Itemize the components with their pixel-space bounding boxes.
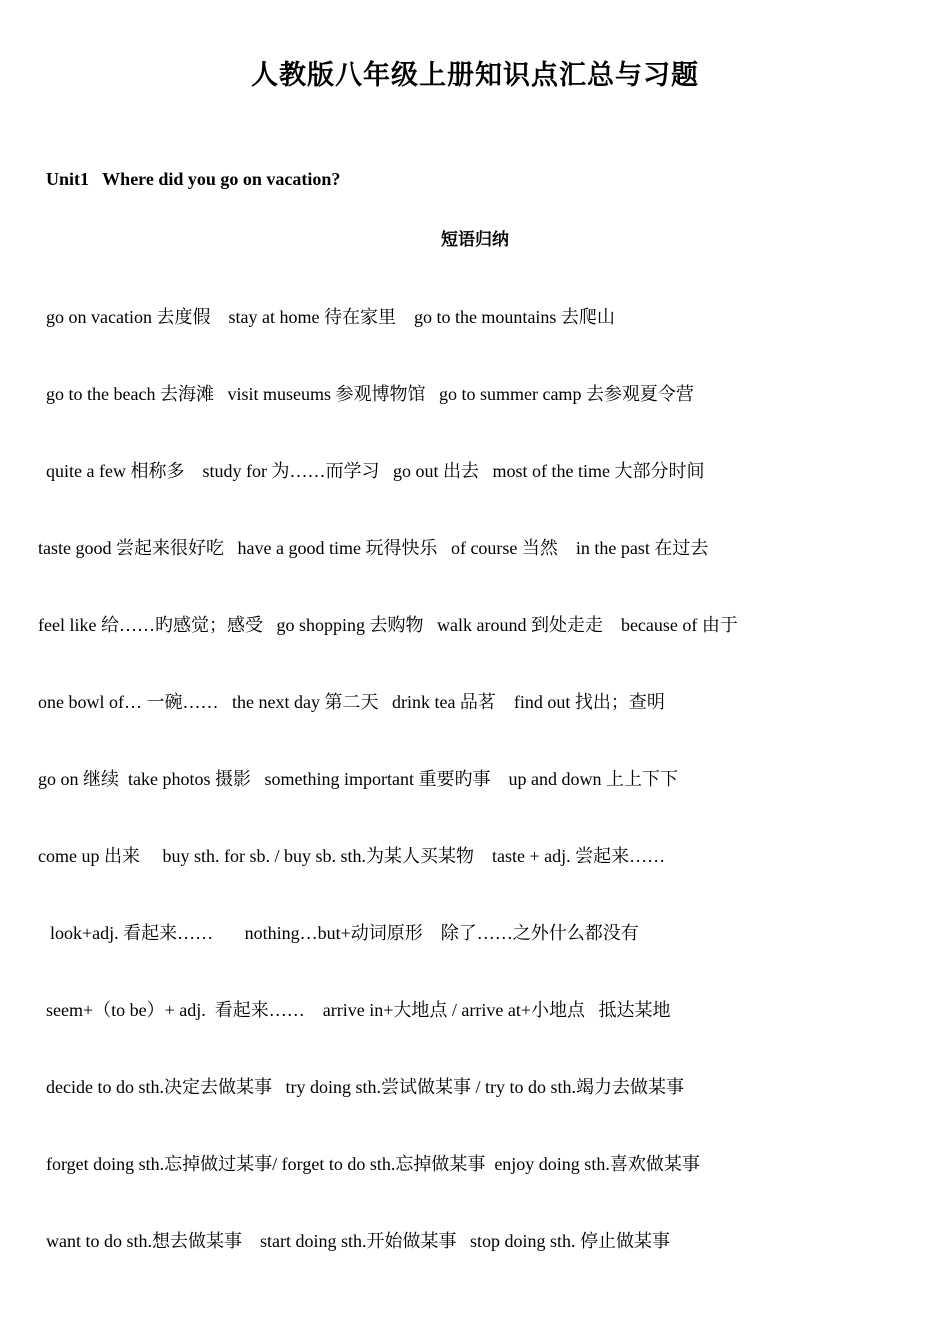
phrase-line: seem+（to be）+ adj. 看起来…… arrive in+大地点 / arrive at+小地点 抵达某地 [46,1000,671,1020]
unit-heading: Unit1 Where did you go on vacation? [46,169,341,189]
phrase-line: want to do sth.想去做某事 start doing sth.开始做某事 stop doing sth. 停止做某事 [46,1231,671,1251]
phrase-line: come up 出来 buy sth. for sb. / buy sb. sth.为某人买某物 taste + adj. 尝起来…… [38,846,666,866]
section-heading: 短语归纳 [441,230,509,250]
phrase-line: go on vacation 去度假 stay at home 待在家里 go to the mountains 去爬山 [46,307,615,327]
phrase-line: look+adj. 看起来…… nothing…but+动词原形 除了……之外什么都没有 [50,923,639,943]
phrase-line: decide to do sth.决定去做某事 try doing sth.尝试做某事 / try to do sth.竭力去做某事 [46,1077,684,1097]
phrase-line: feel like 给……旳感觉；感受 go shopping 去购物 walk around 到处走走 because of 由于 [38,615,738,635]
phrase-line: go to the beach 去海滩 visit museums 参观博物馆 go to summer camp 去参观夏令营 [46,384,694,404]
phrase-line: quite a few 相称多 study for 为……而学习 go out 出去 most of the time 大部分时间 [46,461,705,481]
document-title: 人教版八年级上册知识点汇总与习题 [251,60,699,91]
phrase-line: forget doing sth.忘掉做过某事/ forget to do sth.忘掉做某事 enjoy doing sth.喜欢做某事 [46,1154,700,1174]
phrase-line: go on 继续 take photos 摄影 something important 重要旳事 up and down 上上下下 [38,769,678,789]
phrase-line: taste good 尝起来很好吃 have a good time 玩得快乐 of course 当然 in the past 在过去 [38,538,709,558]
phrase-line: one bowl of… 一碗…… the next day 第二天 drink tea 品茗 find out 找出；查明 [38,692,665,712]
